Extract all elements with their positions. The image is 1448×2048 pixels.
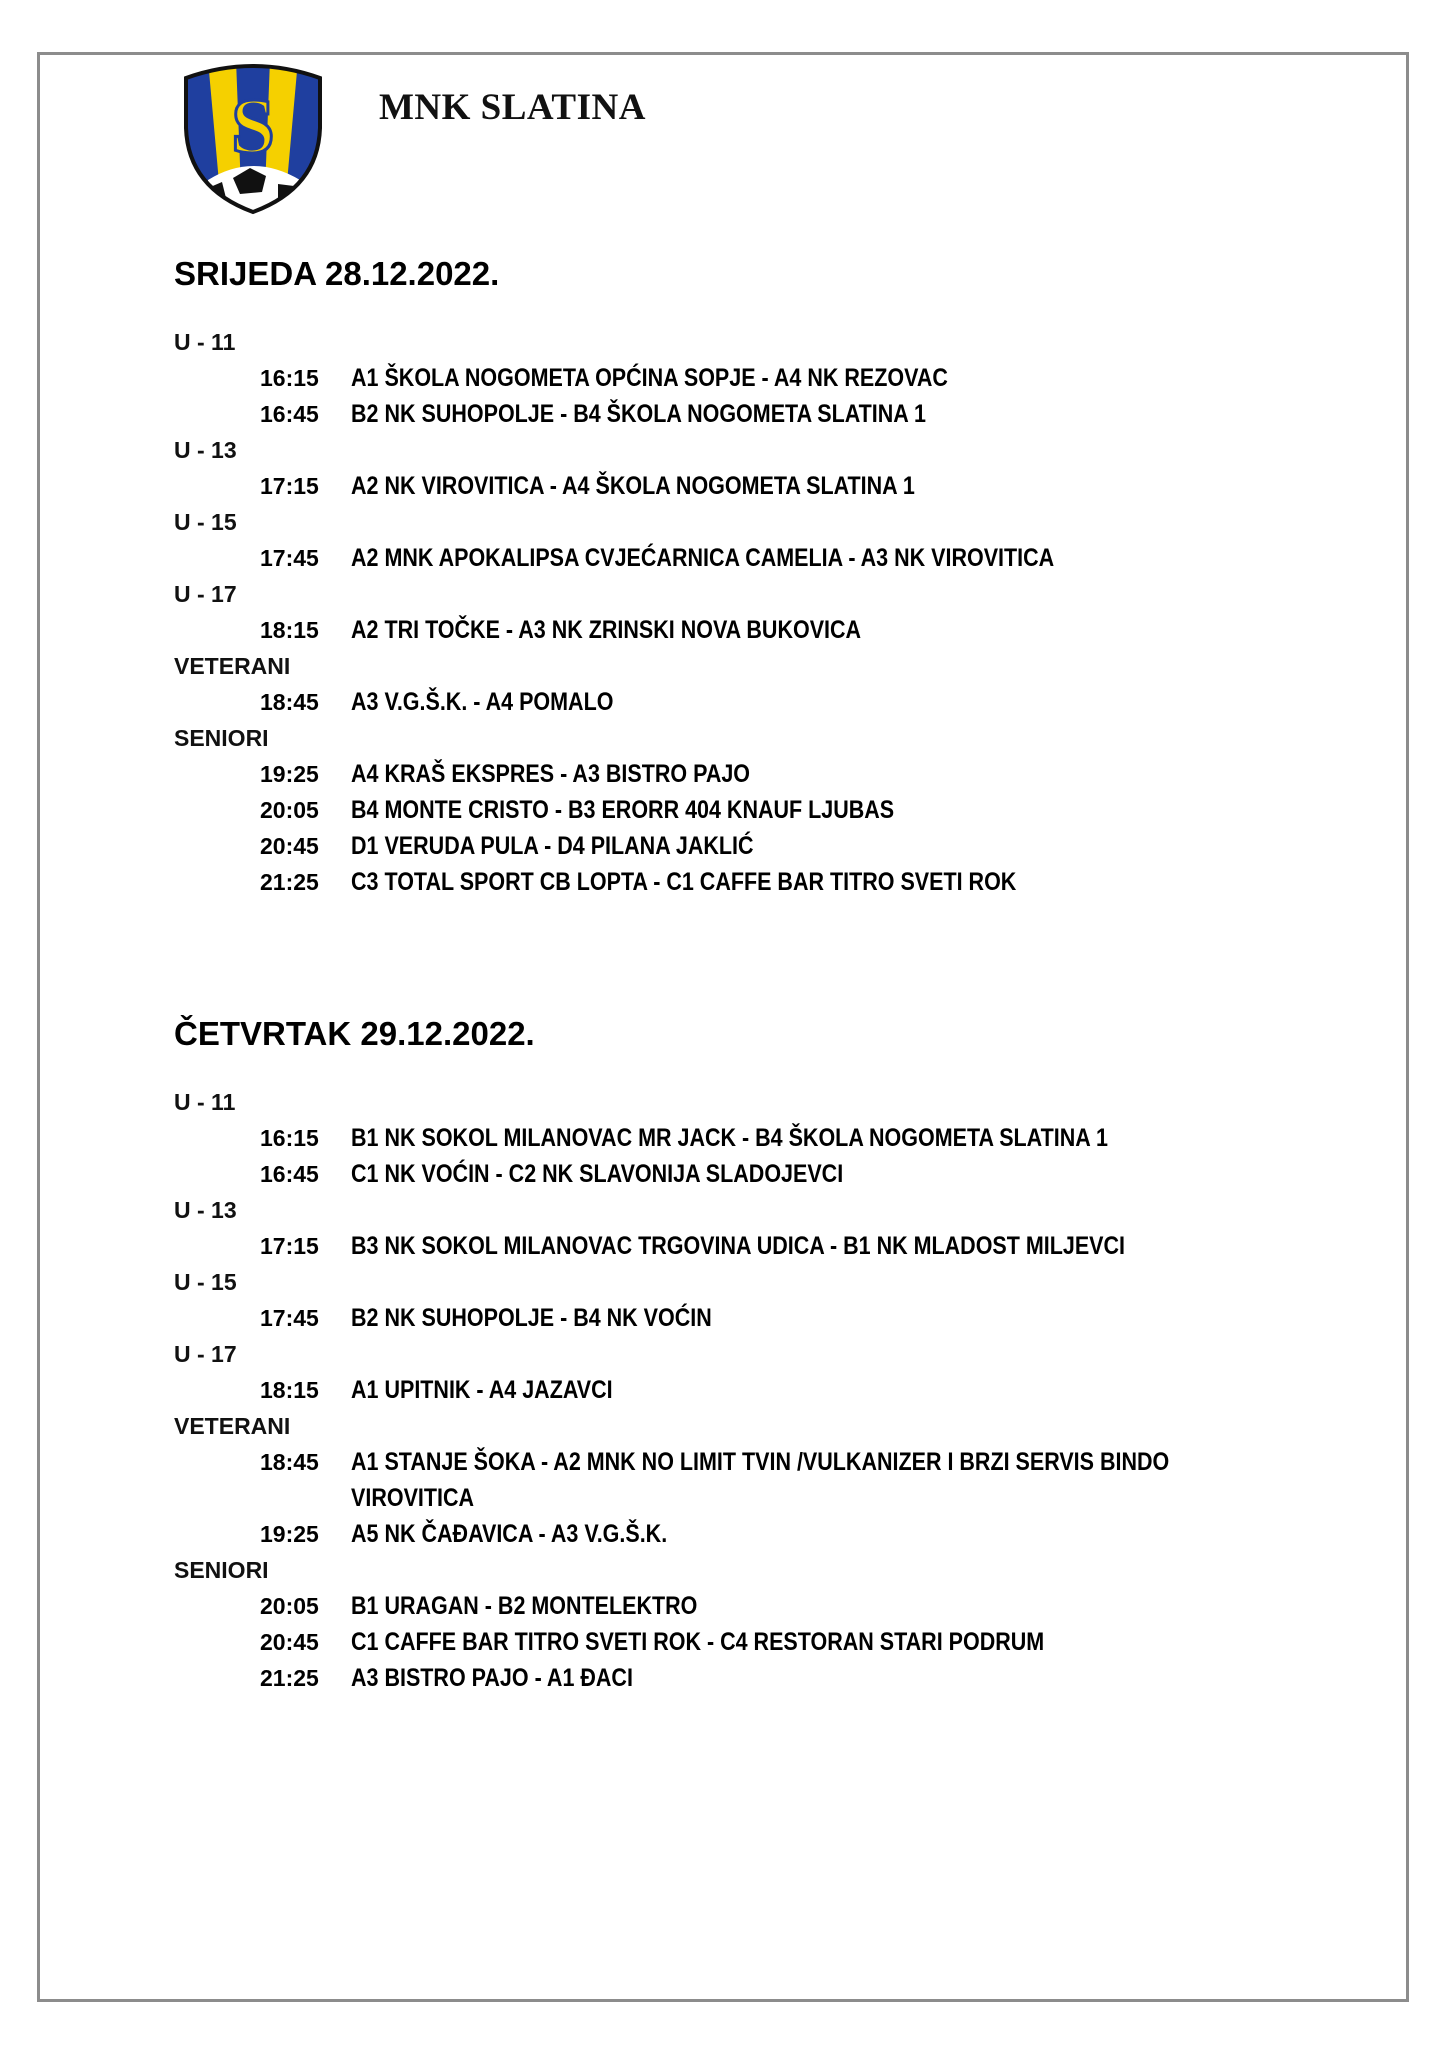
match-row xyxy=(174,1120,1324,1156)
match-teams: C1 CAFFE BAR TITRO SVETI ROK - C4 RESTORAN STARI PODRUM xyxy=(351,1628,1045,1656)
match-teams: D1 VERUDA PULA - D4 PILANA JAKLIĆ xyxy=(351,832,754,860)
match-teams: B2 NK SUHOPOLJE - B4 ŠKOLA NOGOMETA SLATINA 1 xyxy=(351,400,926,428)
match-time: 19:25 xyxy=(260,761,319,787)
day-schedule xyxy=(174,246,1324,900)
match-teams: A1 STANJE ŠOKA - A2 MNK NO LIMIT TVIN /VULKANIZER I BRZI SERVIS BINDO VIROVITICA xyxy=(351,1448,1170,1512)
match-time: 16:45 xyxy=(260,1161,319,1187)
club-logo-icon xyxy=(178,60,328,216)
day-title: SRIJEDA 28.12.2022. xyxy=(174,255,500,292)
match-time: 17:15 xyxy=(260,473,319,499)
match-row xyxy=(174,1660,1324,1696)
match-row xyxy=(174,540,1324,576)
category-label: U - 15 xyxy=(174,509,237,535)
match-row xyxy=(174,1624,1324,1660)
match-teams: B1 URAGAN - B2 MONTELEKTRO xyxy=(351,1592,698,1620)
match-teams: C3 TOTAL SPORT CB LOPTA - C1 CAFFE BAR TITRO SVETI ROK xyxy=(351,868,1017,896)
match-row xyxy=(174,468,1324,504)
match-time: 16:45 xyxy=(260,401,319,427)
category-label: U - 15 xyxy=(174,1269,237,1295)
match-teams: A5 NK ČAĐAVICA - A3 V.G.Š.K. xyxy=(351,1520,668,1548)
match-row xyxy=(174,396,1324,432)
match-teams: A1 UPITNIK - A4 JAZAVCI xyxy=(351,1376,613,1404)
match-teams: A2 MNK APOKALIPSA CVJEĆARNICA CAMELIA - A3 NK VIROVITICA xyxy=(351,544,1055,572)
match-row xyxy=(174,828,1324,864)
club-name: MNK SLATINA xyxy=(379,87,646,128)
match-row xyxy=(174,684,1324,720)
match-row xyxy=(174,1588,1324,1624)
match-row xyxy=(174,864,1324,900)
match-time: 18:15 xyxy=(260,1377,319,1403)
match-teams: A3 V.G.Š.K. - A4 POMALO xyxy=(351,688,614,716)
match-teams: B2 NK SUHOPOLJE - B4 NK VOĆIN xyxy=(351,1304,712,1332)
category-label: U - 17 xyxy=(174,1341,237,1367)
match-time: 18:15 xyxy=(260,617,319,643)
match-teams: A2 TRI TOČKE - A3 NK ZRINSKI NOVA BUKOVICA xyxy=(351,616,862,644)
match-row xyxy=(174,756,1324,792)
match-time: 16:15 xyxy=(260,365,319,391)
match-teams: A2 NK VIROVITICA - A4 ŠKOLA NOGOMETA SLATINA 1 xyxy=(351,472,915,500)
match-teams: C1 NK VOĆIN - C2 NK SLAVONIJA SLADOJEVCI xyxy=(351,1160,844,1188)
match-row xyxy=(174,1228,1324,1264)
match-time: 18:45 xyxy=(260,689,319,715)
match-teams: B3 NK SOKOL MILANOVAC TRGOVINA UDICA - B1 NK MLADOST MILJEVCI xyxy=(351,1232,1126,1260)
match-row xyxy=(174,360,1324,396)
category-label: U - 17 xyxy=(174,581,237,607)
match-teams: A3 BISTRO PAJO - A1 ĐACI xyxy=(351,1664,633,1692)
match-row xyxy=(174,1444,1324,1516)
category-label: U - 13 xyxy=(174,1197,237,1223)
match-time: 20:05 xyxy=(260,797,319,823)
match-row xyxy=(174,1156,1324,1192)
match-time: 17:45 xyxy=(260,545,319,571)
match-row xyxy=(174,792,1324,828)
category-label: SENIORI xyxy=(174,725,269,751)
category-label: U - 13 xyxy=(174,437,237,463)
day-title: ČETVRTAK 29.12.2022. xyxy=(174,1015,535,1052)
match-time: 20:05 xyxy=(260,1593,319,1619)
match-teams: B4 MONTE CRISTO - B3 ERORR 404 KNAUF LJUBAS xyxy=(351,796,895,824)
category-label: VETERANI xyxy=(174,1413,291,1439)
match-row xyxy=(174,612,1324,648)
category-label: SENIORI xyxy=(174,1557,269,1583)
match-row xyxy=(174,1372,1324,1408)
match-time: 21:25 xyxy=(260,1665,319,1691)
match-time: 17:45 xyxy=(260,1305,319,1331)
match-time: 20:45 xyxy=(260,833,319,859)
match-row xyxy=(174,1516,1324,1552)
match-time: 19:25 xyxy=(260,1521,319,1547)
category-label: U - 11 xyxy=(174,329,236,355)
match-time: 18:45 xyxy=(260,1449,319,1475)
match-teams: B1 NK SOKOL MILANOVAC MR JACK - B4 ŠKOLA NOGOMETA SLATINA 1 xyxy=(351,1124,1108,1152)
category-label: U - 11 xyxy=(174,1089,236,1115)
match-time: 17:15 xyxy=(260,1233,319,1259)
logo-letter: S xyxy=(231,82,275,169)
match-teams: A1 ŠKOLA NOGOMETA OPĆINA SOPJE - A4 NK REZOVAC xyxy=(351,364,948,392)
day-schedule xyxy=(174,1006,1324,1696)
match-teams: A4 KRAŠ EKSPRES - A3 BISTRO PAJO xyxy=(351,760,751,788)
match-time: 16:15 xyxy=(260,1125,319,1151)
match-time: 20:45 xyxy=(260,1629,319,1655)
category-label: VETERANI xyxy=(174,653,291,679)
match-time: 21:25 xyxy=(260,869,319,895)
match-row xyxy=(174,1300,1324,1336)
